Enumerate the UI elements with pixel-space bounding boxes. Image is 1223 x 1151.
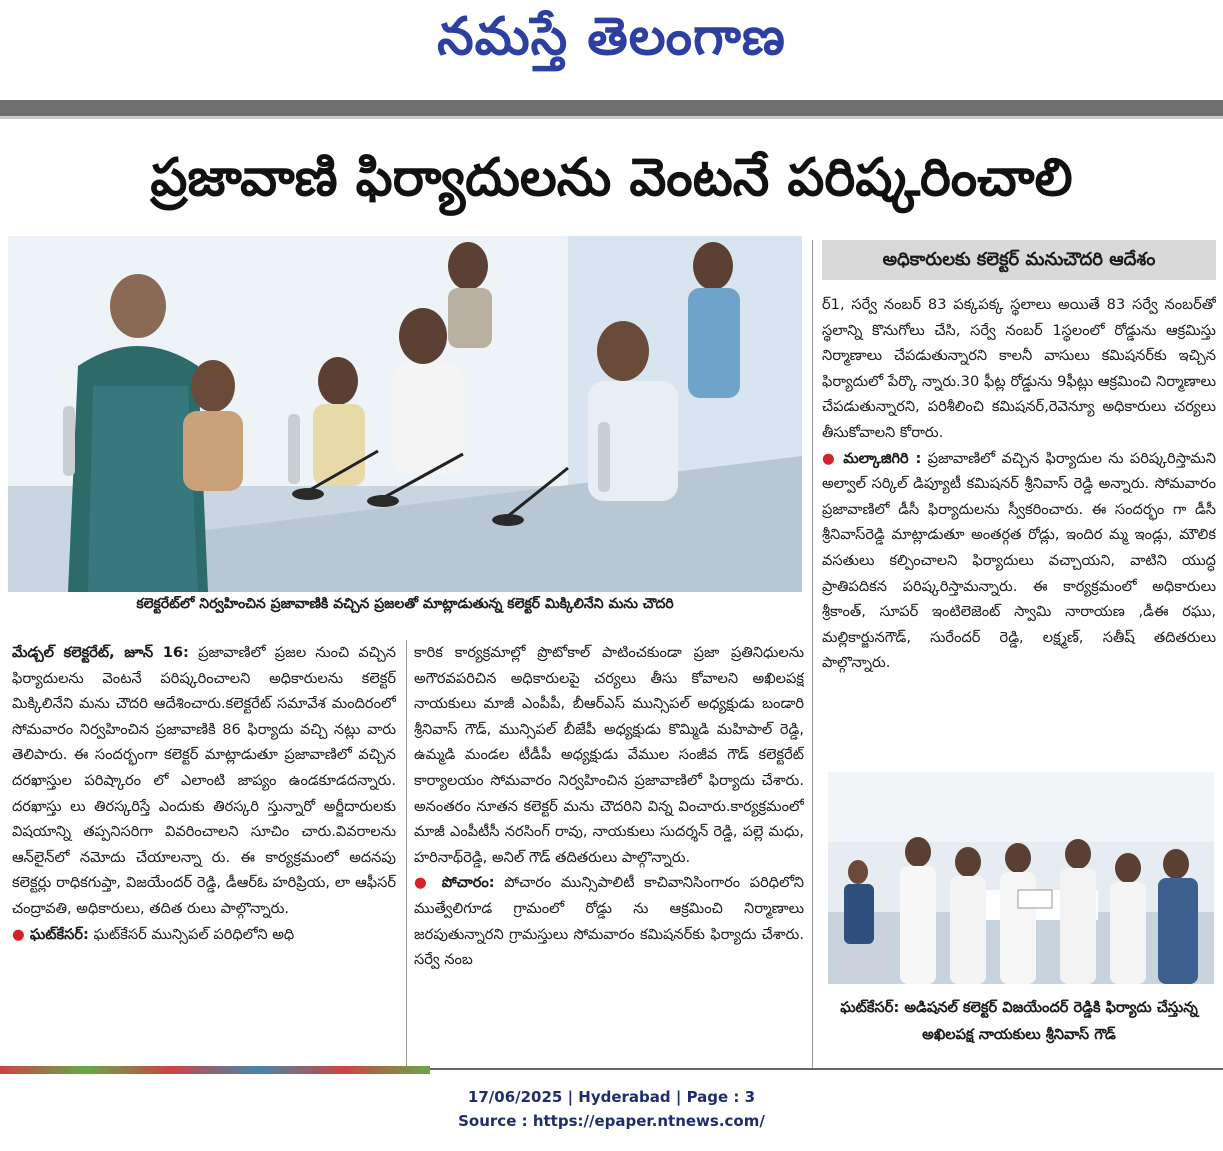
section-lead: మల్కాజిగిరి : [843, 449, 922, 467]
meeting-photo [8, 236, 802, 592]
section-text: ప్రజావాణిలో వచ్చిన ఫిర్యాదుల ను పరిష్కరిస్తామని అల్వాల్ సర్కిల్ డిప్యూటీ కమిషనర్ శ్రీనివాస్ రెడ్డి అన్నారు. సోమవారం ప్రజావాణిలో డీసీ ఫిర్యాదులను స్వీకరించారు. ఈ సందర్భం గా డీసీ శ్రీనివాస్‌రెడ్డి మాట్లాడుతూ అంతర్గత రోడ్లు, ఇందిర మ్మ ఇండ్లు, మౌలిక వసతులు కల్పించాలని ఫిర్యాదులు వచ్చాయని, వాటిని యుద్ధ ప్రాతిపదికన పరిష్కరిస్తామన్నారు. ఈ కార్యక్రమంలో అధికారులు శ్రీకాంత్, సూపర్ ఇంటిలెజెంట్ స్వామి నారాయణ ,డీఈ రఘు, మల్లికార్జునగౌడ్, సురేందర్ రెడ్డి, లక్ష్మణ్, సతీష్ తదితరులు పాల్గొన్నారు. [822, 449, 1216, 672]
section-text: ఘట్‌కేసర్ మున్సిపల్ పరిధిలోని అధి [93, 925, 295, 943]
section-lead: పోచారం: [441, 874, 495, 892]
masthead [0, 0, 1223, 80]
article-column-right [822, 292, 1216, 770]
section-text: ప్రజావాణిలో ప్రజల నుంచి వచ్చిన ఫిర్యాదులను వెంటనే పరిష్కరించాలని అధికారులను కలెక్టర్ మిక్కిలినేని మను చౌదరి ఆదేశించారు.కలెక్టరేట్ సమావేశ మందిరంలో సోమవారం నిర్వహించిన ప్రజావాణికి 86 ఫిర్యాదు వచ్చి నట్లు వారు తెలిపారు. ఈ సందర్భంగా కలెక్టర్ మాట్లాడుతూ ప్రజావాణిలో వచ్చిన దరఖాస్తుల పరిష్కారం లో ఎలాంటి జాప్యం ఉండకూడదన్నారు. దరఖాస్తు లు తిరస్కరిస్తే ఎందుకు తిరస్కరి స్తున్నారో అర్జీదారులకు విషయాన్ని తప్పనిసరిగా వివరించాలని సూచిం చారు.వివరాలను ఆన్‌లైన్‌లో నమోదు చేయాలన్నా రు. ఈ కార్యక్రమంలో అదనపు కలెక్టర్లు రాధికగుప్తా, విజయేందర్ రెడ్డి, డీఆర్ఓ హరిప్రియ, లా ఆఫీసర్ చంద్రావతి, అధికారులు, తదిత రులు పాల్గొన్నారు. [12, 644, 396, 917]
complaint-photo-illustration [828, 772, 1214, 984]
footer-source-link[interactable]: Source : https://epaper.ntnews.com/ [458, 1112, 765, 1130]
article-paragraph [822, 446, 1216, 676]
article-paragraph [414, 870, 804, 972]
masthead-rule-shadow [0, 116, 1223, 119]
article-paragraph [12, 922, 396, 948]
meeting-photo-caption: కలెక్టరేట్‌లో నిర్వహించిన ప్రజావాణికి వచ్చిన ప్రజలతో మాట్లాడుతున్న కలెక్టర్ మిక్కిలినేని మను చౌదరి [136, 596, 674, 612]
article-paragraph: ర్1, సర్వే నంబర్ 83 పక్కపక్క స్థలాలు అయితే 83 సర్వే నంబర్‌తో స్థలాన్ని కొనుగోలు చేసి, సర్వే నంబర్ 1స్థలంలో రోడ్డును ఆక్రమిస్తు నిర్మాణాలు చేపడుతున్నారని కాలనీ వాసులు కమిషనర్‌కు ఇచ్చిన ఫిర్యాదులో పేర్కొ న్నారు.30 ఫీట్ల రోడ్డును 9ఫీట్లు ఆక్రమించి నిర్మాణాలు చేపడుతున్నారని, పరిశీలించి కమిషనర్,రెవెన్యూ అధికారులు చర్యలు తీసుకోవాలని కోరారు. [822, 296, 1216, 441]
column-divider-right [812, 240, 813, 1070]
dateline: మేడ్చల్ కలెక్టరేట్, జూన్ 16: [12, 644, 189, 661]
section-lead: ఘట్‌కేసర్: [29, 925, 89, 943]
headline: ప్రజావాణి ఫిర్యాదులను వెంటనే పరిష్కరించాలి [150, 148, 1073, 208]
complaint-photo-caption [822, 994, 1216, 1052]
bullet-icon: ● [822, 449, 844, 467]
caption-lead: ఘట్‌కేసర్: [840, 999, 900, 1016]
section-text: పోచారం మున్సిపాలిటీ కాచివానిసింగారం పరిధిలోని ముత్వేలిగూడ గ్రామంలో రోడ్డు ను ఆక్రమించి నిర్మాణాలు జరపుతున్నారని గ్రామస్తులు సోమవారం కమిషనర్‌కు ఫిర్యాదు చేశారు. సర్వే నంబ [414, 874, 804, 969]
caption-text: అడిషనల్ కలెక్టర్ విజయేందర్ రెడ్డికి ఫిర్యాదు చేస్తున్న అఖిలపక్ష నాయకులు శ్రీనివాస్ గౌడ్ [904, 999, 1198, 1043]
article-paragraph [12, 640, 396, 922]
bullet-icon: ● [414, 874, 442, 892]
article-paragraph: కారిక కార్యక్రమాల్లో ప్రొటోకాల్ పాటించకుండా ప్రజా ప్రతినిధులను అగౌరవపరిచిన అధికారులపై చర్యలు తీసు కోవాలని అఖిలపక్ష నాయకులు మాజీ ఎంపీపీ, బీఆర్ఎస్ మున్సిపల్ అధ్యక్షుడు బండారి శ్రీనివాస్ గౌడ్, మున్సిపల్ బీజేపీ అధ్యక్షుడు కొమ్మిడి మహిపాల్ రెడ్డి, ఉమ్మడి మండల టీడీపీ అధ్యక్షుడు వేముల సంజీవ గౌడ్ కలెక్టరేట్ కార్యాలయం సోమవారం నిర్వహించిన ప్రజావాణిలో ఫిర్యాదు చేశారు. అనంతరం నూతన కలెక్టర్ మను చౌదరిని విన్న వించారు.కార్యక్రమంలో మాజీ ఎంపీటీసీ నరసింగ్ రావు, నాయకులు సుదర్శన్ రెడ్డి, పల్లె మధు, హరినాథ్‌రెడ్డి, అనిల్ గౌడ్ తదితరులు పాల్గొన్నారు. [414, 644, 804, 866]
footer-date-line: 17/06/2025 | Hyderabad | Page : 3 [467, 1088, 756, 1106]
newspaper-logo: నమస్తే తెలంగాణ [437, 6, 786, 67]
masthead-rule [0, 100, 1223, 116]
subheadline: అధికారులకు కలెక్టర్ మనుచౌదరి ఆదేశం [822, 240, 1216, 280]
meeting-photo-illustration [8, 236, 802, 592]
article-column-middle [414, 640, 804, 1060]
ad-strip [0, 1066, 430, 1074]
article-column-left [12, 640, 396, 1060]
bullet-icon: ● [12, 925, 30, 943]
column-divider-left [406, 640, 407, 1070]
complaint-photo [828, 772, 1214, 984]
